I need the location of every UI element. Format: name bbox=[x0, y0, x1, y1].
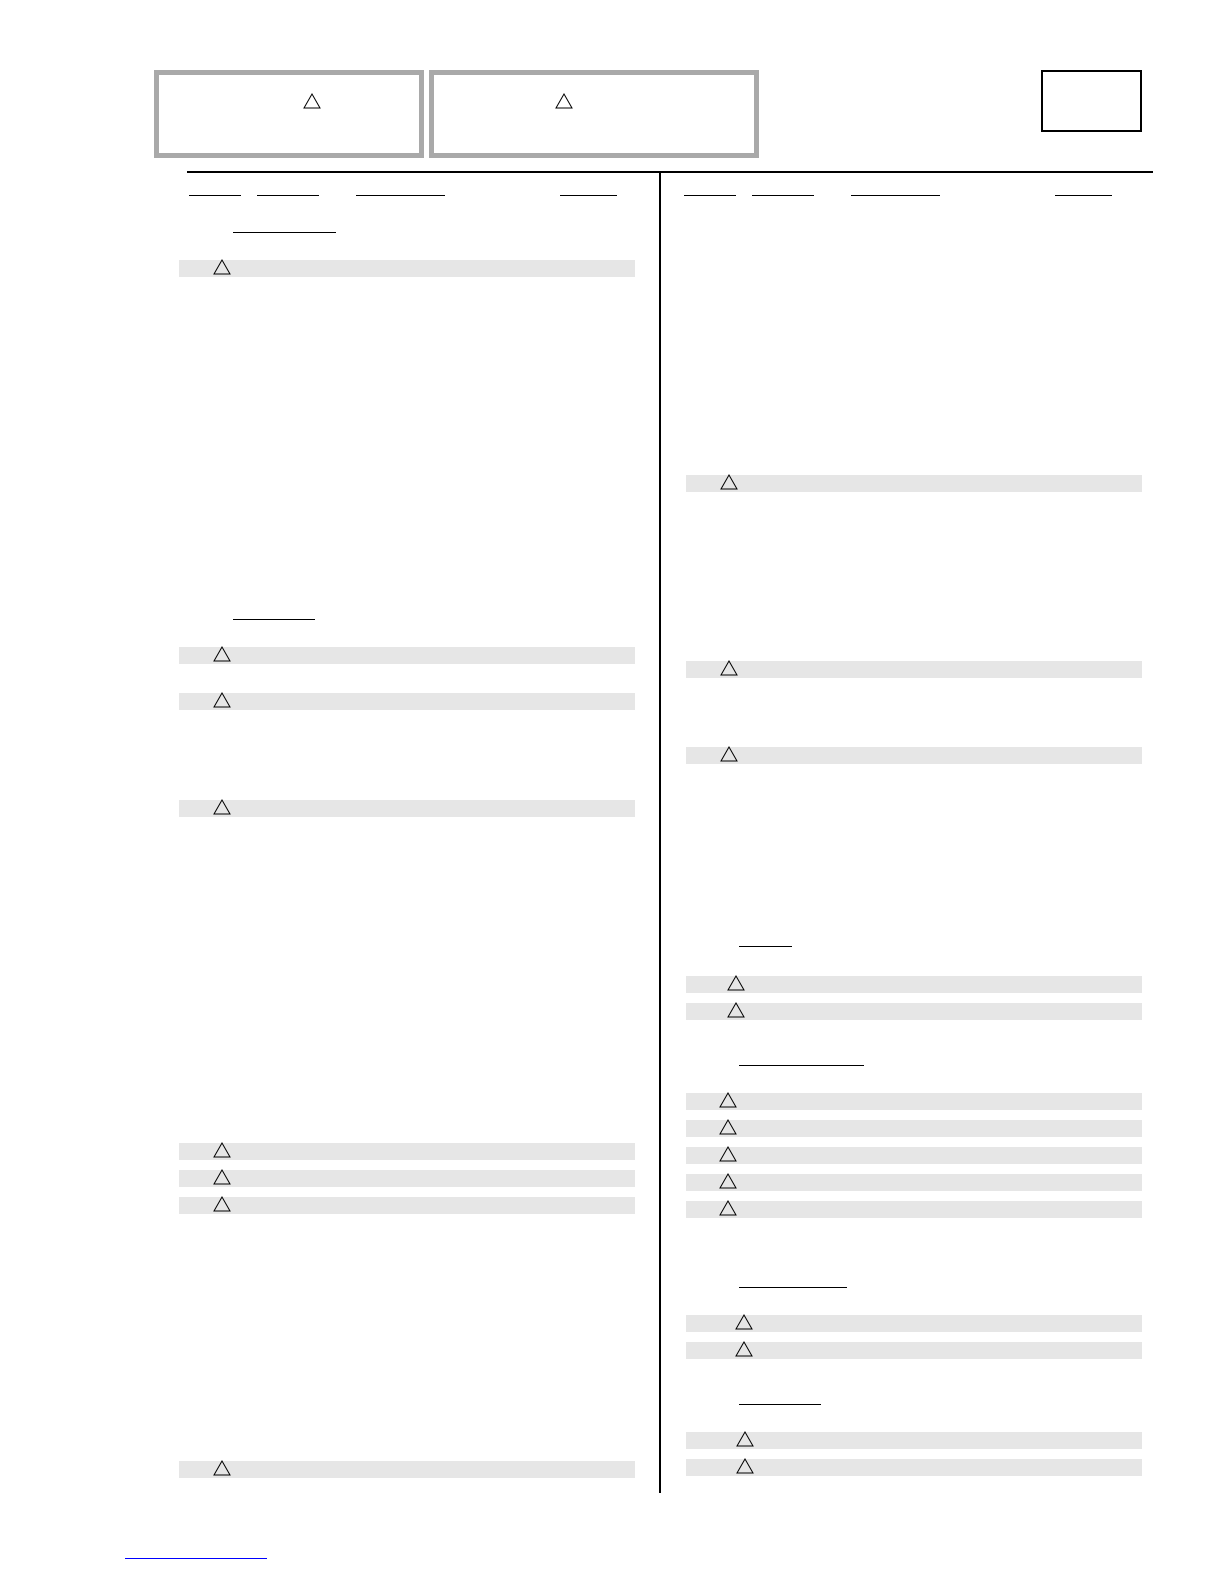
left-warning-row bbox=[179, 1197, 635, 1214]
header-rule bbox=[187, 171, 1153, 173]
left-section-title-2 bbox=[233, 619, 315, 620]
right-col-header-1 bbox=[684, 195, 736, 196]
warning-triangle-icon bbox=[213, 1142, 231, 1158]
right-warning-row bbox=[686, 1201, 1142, 1218]
right-col-header-2 bbox=[752, 195, 814, 196]
right-section-title-4 bbox=[739, 1404, 821, 1405]
left-warning-row bbox=[179, 800, 635, 817]
warning-triangle-icon bbox=[213, 1169, 231, 1185]
warning-triangle-icon bbox=[303, 93, 321, 109]
right-section-title-2 bbox=[739, 1065, 864, 1066]
right-col-header-4 bbox=[1055, 195, 1112, 196]
left-col-header-4 bbox=[560, 195, 617, 196]
page-number-box bbox=[1041, 70, 1142, 132]
right-warning-row bbox=[686, 1432, 1142, 1449]
warning-triangle-icon bbox=[719, 1173, 737, 1189]
right-warning-row bbox=[686, 1003, 1142, 1020]
warning-triangle-icon bbox=[735, 1341, 753, 1357]
warning-triangle-icon bbox=[727, 975, 745, 991]
warning-triangle-icon bbox=[719, 1146, 737, 1162]
warning-triangle-icon bbox=[735, 1314, 753, 1330]
right-warning-row bbox=[686, 747, 1142, 764]
right-warning-row bbox=[686, 475, 1142, 492]
warning-triangle-icon bbox=[736, 1458, 754, 1474]
footer-link[interactable] bbox=[125, 1558, 267, 1559]
warning-triangle-icon bbox=[213, 1196, 231, 1212]
right-warning-row bbox=[686, 976, 1142, 993]
left-header-box bbox=[154, 70, 424, 158]
right-warning-row bbox=[686, 1315, 1142, 1332]
warning-triangle-icon bbox=[213, 1460, 231, 1476]
left-warning-row bbox=[179, 1461, 635, 1478]
left-section-title-1 bbox=[233, 232, 336, 233]
warning-triangle-icon bbox=[719, 1200, 737, 1216]
left-warning-row bbox=[179, 647, 635, 664]
left-warning-row bbox=[179, 260, 635, 277]
right-warning-row bbox=[686, 1174, 1142, 1191]
warning-triangle-icon bbox=[719, 1092, 737, 1108]
right-section-title-1 bbox=[739, 946, 792, 947]
left-col-header-3 bbox=[356, 195, 445, 196]
right-warning-row bbox=[686, 1459, 1142, 1476]
right-warning-row bbox=[686, 661, 1142, 678]
warning-triangle-icon bbox=[720, 660, 738, 676]
warning-triangle-icon bbox=[213, 692, 231, 708]
warning-triangle-icon bbox=[213, 646, 231, 662]
left-col-header-2 bbox=[257, 195, 319, 196]
center-header-box bbox=[429, 70, 759, 158]
warning-triangle-icon bbox=[213, 799, 231, 815]
left-col-header-1 bbox=[189, 195, 241, 196]
warning-triangle-icon bbox=[727, 1002, 745, 1018]
right-section-title-3 bbox=[739, 1287, 847, 1288]
right-warning-row bbox=[686, 1120, 1142, 1137]
right-warning-row bbox=[686, 1147, 1142, 1164]
left-warning-row bbox=[179, 693, 635, 710]
right-col-header-3 bbox=[851, 195, 940, 196]
right-warning-row bbox=[686, 1093, 1142, 1110]
column-divider bbox=[659, 173, 661, 1493]
left-warning-row bbox=[179, 1170, 635, 1187]
warning-triangle-icon bbox=[555, 93, 573, 109]
warning-triangle-icon bbox=[719, 1119, 737, 1135]
right-warning-row bbox=[686, 1342, 1142, 1359]
warning-triangle-icon bbox=[736, 1431, 754, 1447]
warning-triangle-icon bbox=[720, 746, 738, 762]
warning-triangle-icon bbox=[720, 474, 738, 490]
warning-triangle-icon bbox=[213, 259, 231, 275]
left-warning-row bbox=[179, 1143, 635, 1160]
